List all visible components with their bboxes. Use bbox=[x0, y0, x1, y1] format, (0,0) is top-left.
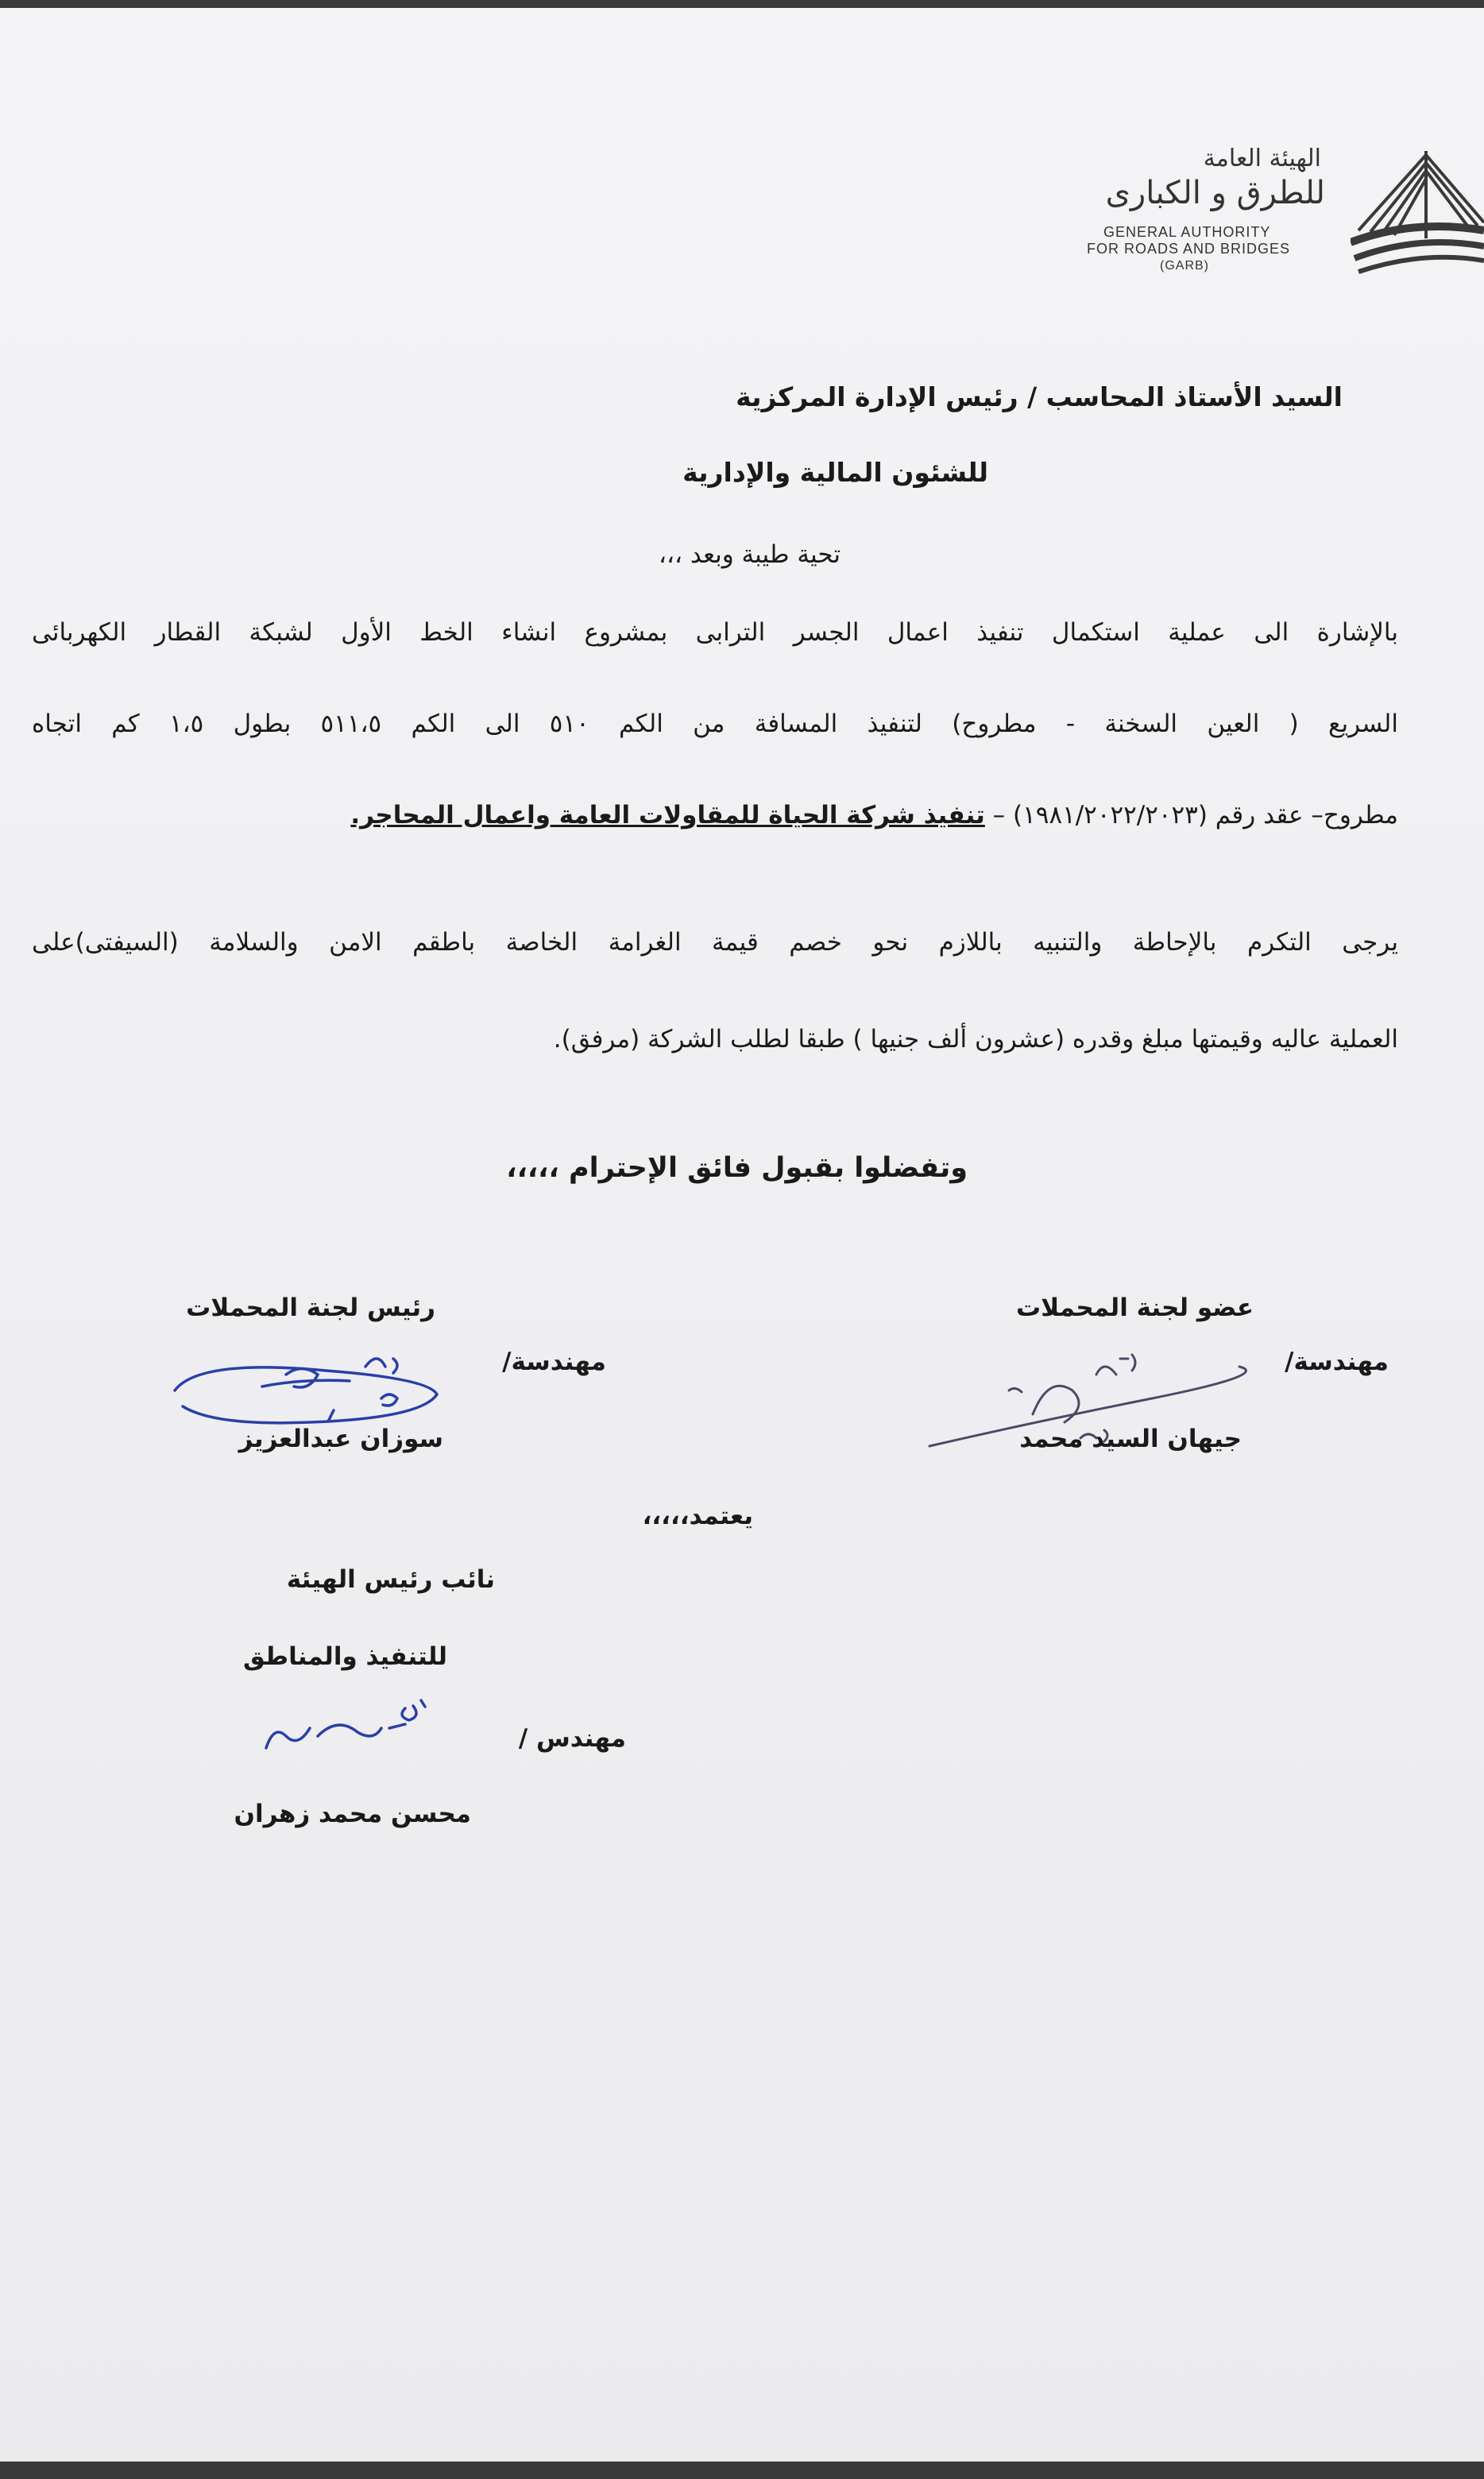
committee-head-name: سوزان عبدالعزيز bbox=[238, 1425, 443, 1453]
deputy-name: محسن محمد زهران bbox=[234, 1800, 471, 1828]
logo-arabic-line2: للطرق و الكبارى bbox=[1105, 175, 1325, 211]
deputy-engineer-label: مهندس / bbox=[518, 1724, 626, 1753]
contractor-company: تنفيذ شركة الحياة للمقاولات العامة واعمال المحاجر. bbox=[350, 801, 985, 830]
logo-english-line2: FOR ROADS AND BRIDGES bbox=[1087, 241, 1291, 257]
deputy-signature bbox=[262, 1692, 445, 1764]
bridge-logo-icon bbox=[1351, 143, 1484, 278]
paragraph2-line1: يرجى التكرم بالإحاطة والتنبيه باللازم نحو خصم قيمة الغرامة الخاصة باطقم الامن والسلامة (السيفتى)على bbox=[32, 928, 1398, 957]
paragraph1-line2: السريع ( العين السخنة - مطروح) لتنفيذ المسافة من الكم ٥١٠ الى الكم ٥١١،٥ بطول ١،٥ كم اتجاه bbox=[32, 710, 1398, 738]
approval-label: يعتمد،،،،، bbox=[642, 1502, 753, 1530]
deputy-title-line1: نائب رئيس الهيئة bbox=[286, 1565, 495, 1594]
paragraph2-line2: العملية عاليه وقيمتها مبلغ وقدره (عشرون ألف جنيها ) طبقا لطلب الشركة (مرفق). bbox=[553, 1025, 1398, 1054]
paragraph1-line3 bbox=[32, 801, 1398, 830]
bottom-border bbox=[0, 2462, 1484, 2479]
committee-head-engineer-label: مهندسة/ bbox=[502, 1348, 606, 1376]
committee-head-signature bbox=[167, 1343, 469, 1446]
paragraph1-line1: بالإشارة الى عملية استكمال تنفيذ اعمال الجسر الترابى بمشروع انشاء الخط الأول لشبكة القطار الكهربائى bbox=[32, 618, 1398, 647]
logo-english-line1: GENERAL AUTHORITY bbox=[1103, 224, 1271, 240]
committee-member-signature bbox=[914, 1327, 1247, 1462]
deputy-title-line2: للتنفيذ والمناطق bbox=[242, 1642, 447, 1671]
committee-chair-title: عضو لجنة المحملات bbox=[1015, 1294, 1254, 1322]
committee-member-name: جيهان السيد محمد bbox=[1019, 1425, 1242, 1453]
committee-member-engineer-label: مهندسة/ bbox=[1285, 1348, 1389, 1376]
top-border bbox=[0, 0, 1484, 8]
addressee-line2: للشئون المالية والإدارية bbox=[682, 457, 988, 488]
addressee-line1: السيد الأستاذ المحاسب / رئيس الإدارة المركزية bbox=[736, 381, 1343, 412]
contract-number-text: مطروح– عقد رقم (١٩٨١/٢٠٢٢/٢٠٢٣) – bbox=[984, 801, 1398, 830]
greeting: تحية طيبة وبعد ،،، bbox=[658, 540, 841, 569]
closing-line: وتفضلوا بقبول فائق الإحترام ،،،،، bbox=[506, 1152, 968, 1184]
logo-english-line3: (GARB) bbox=[1160, 259, 1209, 273]
logo-arabic-line1: الهيئة العامة bbox=[1203, 145, 1321, 172]
committee-head-title: رئيس لجنة المحملات bbox=[186, 1294, 435, 1322]
